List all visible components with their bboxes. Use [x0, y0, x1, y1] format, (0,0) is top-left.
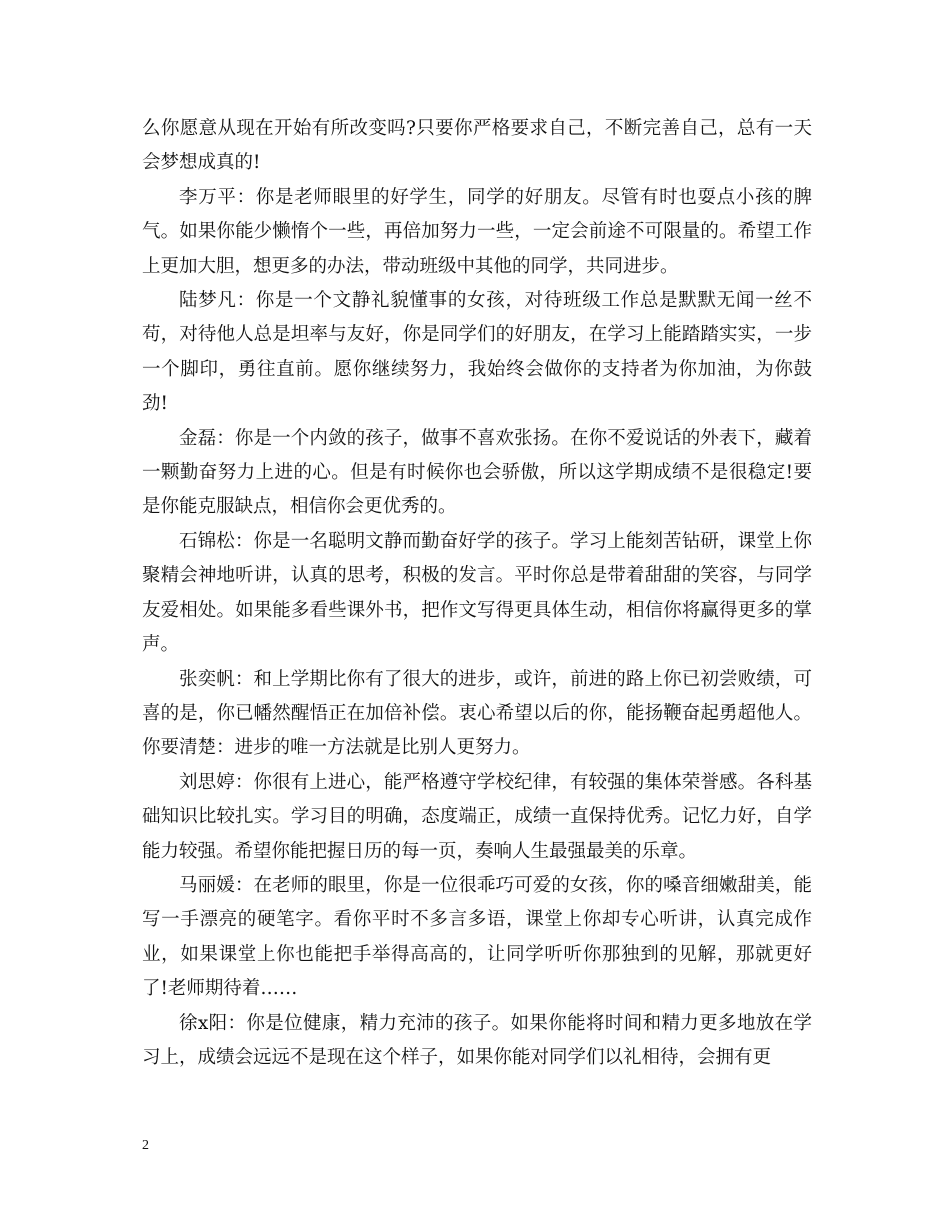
paragraph-xu-xyang: 徐x阳：你是位健康，精力充沛的孩子。如果你能将时间和精力更多地放在学习上，成绩会远远不是现在这个样子，如果你能对同学们以礼相待，会拥有更 — [142, 1012, 812, 1068]
paragraph-li-wanping: 李万平：你是老师眼里的好学生，同学的好朋友。尽管有时也耍点小孩的脾气。如果你能少懒惰个一些，再倍加努力一些，一定会前途不可限量的。希望工作上更加大胆，想更多的办法，带动班级中其他的同学，共同进步。 — [142, 186, 812, 277]
paragraph-liu-siting: 刘思婷：你很有上进心，能严格遵守学校纪律，有较强的集体荣誉感。各科基础知识比较扎实。学习目的明确，态度端正，成绩一直保持优秀。记忆力好，自学能力较强。希望你能把握日历的每一页，奏响人生最强最美的乐章。 — [142, 771, 812, 862]
document-body — [142, 112, 812, 1075]
paragraph-shi-jinsong: 石锦松：你是一名聪明文静而勤奋好学的孩子。学习上能刻苦钻研，课堂上你聚精会神地听讲，认真的思考，积极的发言。平时你总是带着甜甜的笑容，与同学友爱相处。如果能多看些课外书，把作文写得更具体生动，相信你将赢得更多的掌声。 — [142, 530, 812, 656]
paragraph-zhang-yifan: 张奕帆：和上学期比你有了很大的进步，或许，前进的路上你已初尝败绩，可喜的是，你已幡然醒悟正在加倍补偿。衷心希望以后的你，能扬鞭奋起勇超他人。你要清楚：进步的唯一方法就是比别人更努力。 — [142, 668, 812, 759]
paragraph-ma-liyuan: 马丽媛：在老师的眼里，你是一位很乖巧可爱的女孩，你的嗓音细嫩甜美，能写一手漂亮的硬笔字。看你平时不多言多语，课堂上你却专心听讲，认真完成作业，如果课堂上你也能把手举得高高的，让同学听听你那独到的见解，那就更好了!老师期待着…… — [142, 874, 812, 1000]
page-number: 2 — [142, 1138, 149, 1153]
paragraph-jin-lei: 金磊：你是一个内敛的孩子，做事不喜欢张扬。在你不爱说话的外表下，藏着一颗勤奋努力上进的心。但是有时候你也会骄傲，所以这学期成绩不是很稳定!要是你能克服缺点，相信你会更优秀的。 — [142, 427, 812, 518]
paragraph-lu-mengfan: 陆梦凡：你是一个文静礼貌懂事的女孩，对待班级工作总是默默无闻一丝不苟，对待他人总是坦率与友好，你是同学们的好朋友，在学习上能踏踏实实，一步一个脚印，勇往直前。愿你继续努力，我始终会做你的支持者为你加油，为你鼓劲! — [142, 290, 812, 415]
paragraph-continuation: 么你愿意从现在开始有所改变吗?只要你严格要求自己，不断完善自己，总有一天会梦想成真的! — [142, 118, 812, 174]
